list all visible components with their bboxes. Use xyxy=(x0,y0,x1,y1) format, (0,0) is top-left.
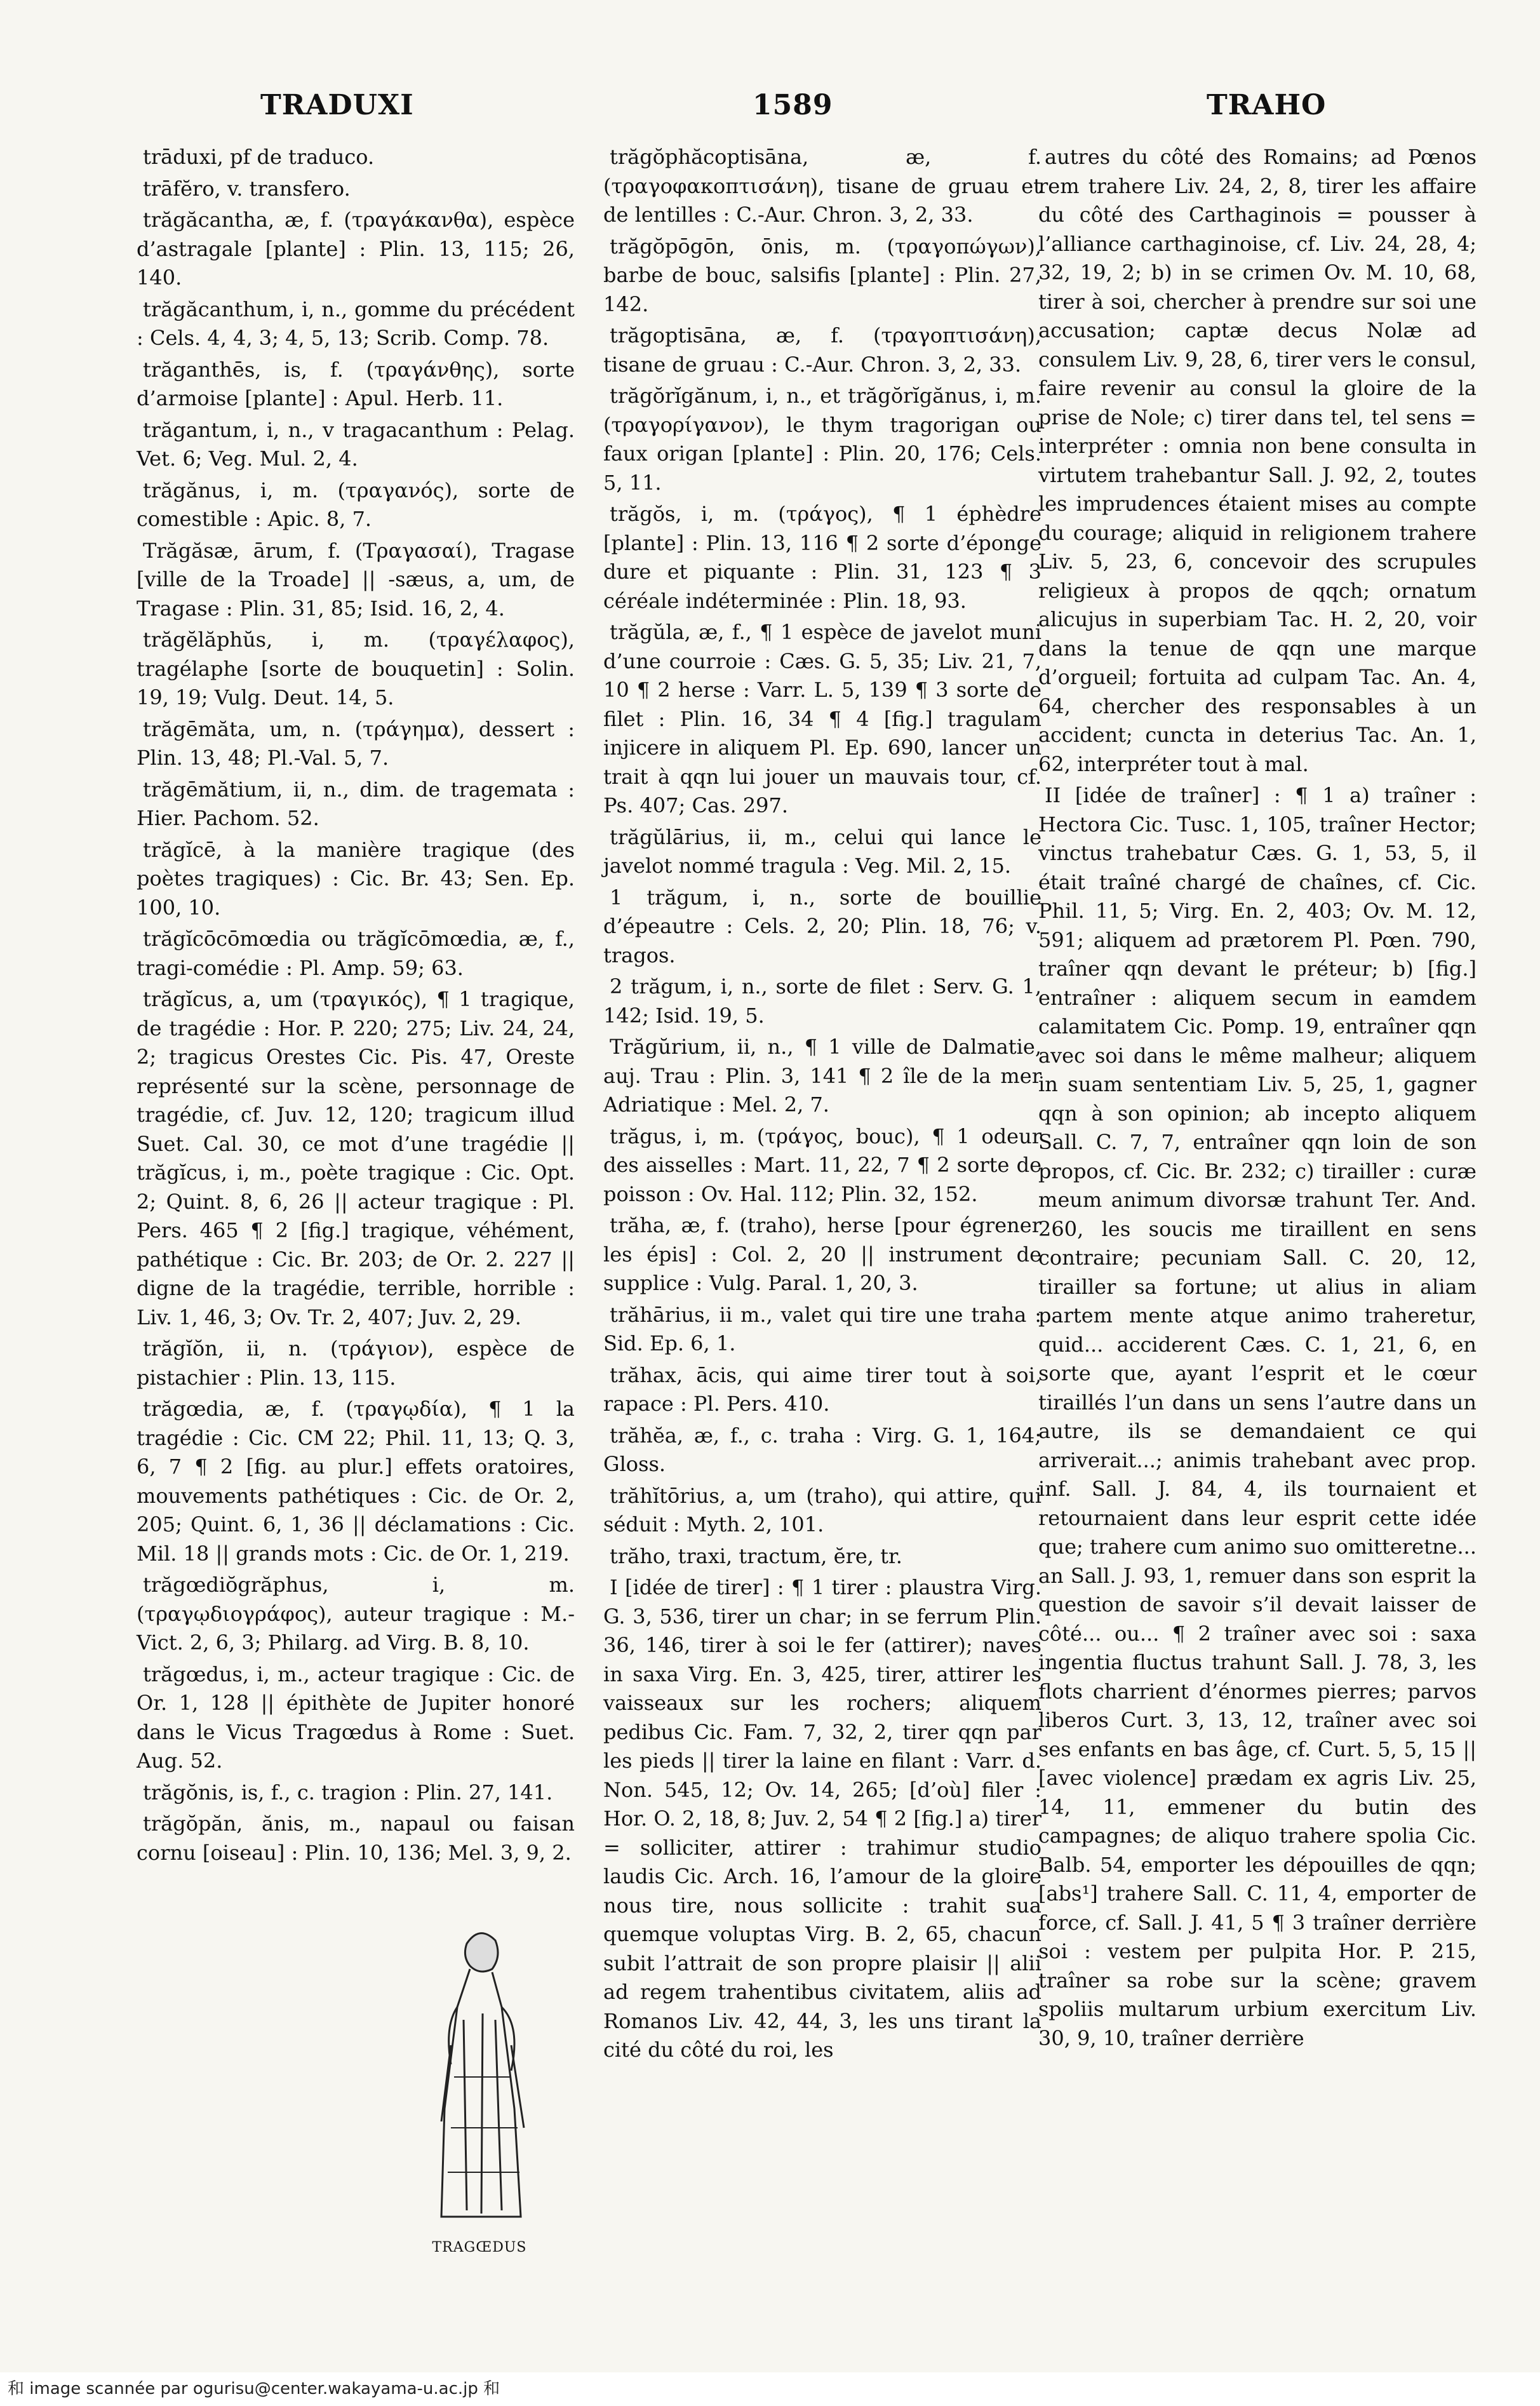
dictionary-entry: trăgŏnis, is, f., c. tragion : Plin. 27, 141. xyxy=(143,1780,553,1805)
dictionary-entry: trăgŏrĭgănum, i, n., et trăgŏrĭgănus, i, m. (τραγορίγανον), le thym tragorigan ou faux origan [plante] : Plin. 20, 176; Cels. 5, 11. xyxy=(603,384,1041,495)
dictionary-entry: autres du côté des Romains; ad Pœnos rem trahere Liv. 24, 2, 8, tirer les affaire du côté des Carthaginois = pousser à l’alliance carthaginoise, cf. Liv. 24, 28, 4; 32, 19, 2; b) in se crimen Ov. M. 10, 68, tirer à soi, chercher à prendre sur soi une accusation; captæ decus Nolæ ad consulem Liv. 9, 28, 6, tirer vers le consul, faire revenir au consul la gloire de la prise de Nole; c) tirer dans tel, tel sens = interpréter : omnia non bene consulta in virtutem trahebantur Sall. J. 92, 2, toutes les imprudences étaient mises au compte du courage; aliquid in religionem trahere Liv. 5, 23, 6, concevoir des scrupules religieux à propos de qqch; ornatum alicujus in superbiam Tac. H. 2, 20, voir dans la tenue de qqn une marque d’orgueil; fortuita ad culpam Tac. An. 4, 64, chercher des responsables à un accident; cuncta in deterius Tac. An. 1, 62, interpréter tout à mal. xyxy=(1038,145,1476,776)
column-right xyxy=(1038,143,1476,2055)
dictionary-entry: trăgĭcōcōmœdia ou trăgĭcōmœdia, æ, f., tragi-comédie : Pl. Amp. 59; 63. xyxy=(137,927,575,980)
dictionary-entry: trăhĕa, æ, f., c. traha : Virg. G. 1, 164; Gloss. xyxy=(603,1423,1041,1476)
dictionary-entry: trăgēmătium, ii, n., dim. de tragemata : Hier. Pachom. 52. xyxy=(137,777,575,830)
guide-word-left: TRADUXI xyxy=(260,89,414,121)
guide-word-right: TRAHO xyxy=(1207,89,1327,121)
dictionary-entry: trăgoptisāna, æ, f. (τραγοπτισάνη), tisane de gruau : C.-Aur. Chron. 3, 2, 33. xyxy=(603,323,1041,377)
dictionary-entry: trăgĭcus, a, um (τραγικός), ¶ 1 tragique, de tragédie : Hor. P. 220; 275; Liv. 24, 24, 2; tragicus Orestes Cic. Pis. 47, Oreste représenté sur la scène, personnage de tragédie, cf. Juv. 12, 120; tragicum illud Suet. Cal. 30, ce mot d’une tragédie || trăgĭcus, i, m., poète tragique : Cic. Opt. 2; Quint. 8, 6, 26 || acteur tragique : Pl. Pers. 465 ¶ 2 [fig.] tragique, véhément, pathétique : Cic. Br. 203; de Or. 2. 227 || digne de la tragédie, terrible, horrible : Liv. 1, 46, 3; Ov. Tr. 2, 407; Juv. 2, 29. xyxy=(137,987,575,1329)
dictionary-entry: II [idée de traîner] : ¶ 1 a) traîner : Hectora Cic. Tusc. 1, 105, traîner Hector; vinctus trahebatur Cæs. G. 1, 53, 5, il était traîné chargé de chaînes, cf. Cic. Phil. 11, 5; Virg. En. 2, 403; Ov. M. 12, 591; aliquem ad prætorem Pl. Pœn. 790, traîner qqn devant le préteur; b) [fig.] entraîner : aliquem secum in eamdem calamitatem Cic. Pomp. 19, entraîner qqn avec soi dans le même malheur; aliquem in suam sententiam Liv. 5, 25, 1, gagner qqn à son opinion; ab incepto aliquem Sall. C. 7, 7, entraîner qqn loin de son propos, cf. Cic. Br. 232; c) tirailler : curæ meum animum divorsæ trahunt Ter. And. 260, les soucis me tiraillent en sens contraire; pecuniam Sall. C. 20, 12, tirailler sa fortune; ut alius in aliam partem mente atque animo traheretur, quid... acciderent Cæs. C. 1, 21, 6, en sorte que, ayant l’esprit et le cœur tiraillés l’un dans un sens l’autre dans un autre, ils se demandaient ce qui arriverait...; animis trahebant avec prop. inf. Sall. J. 84, 4, ils tournaient et retournaient dans leur esprit cette idée que; trahere cum animo suo omitteretne... an Sall. J. 93, 1, remuer dans son esprit la question de savoir s’il devait laisser de côté... ou... ¶ 2 traîner avec soi : saxa ingentia fluctus trahunt Sall. J. 78, 3, les flots charrient d’énormes pierres; parvos liberos Curt. 3, 13, 12, traîner avec soi ses enfants en bas âge, cf. Curt. 5, 5, 15 || [avec violence] prædam ex agris Liv. 25, 14, 11, emmener du butin des campagnes; de aliquo trahere spolia Cic. Balb. 54, emporter les dépouilles de qqn; [abs¹] trahere Sall. C. 11, 4, emporter de force, cf. Sall. J. 41, 5 ¶ 3 traîner derrière soi : vestem per pulpita Hor. P. 215, traîner sa robe sur la scène; gravem spoliis multarum urbium exercitum Liv. 30, 9, 10, traîner derrière xyxy=(1038,783,1476,2050)
dictionary-entry: trăgăcanthum, i, n., gomme du précédent : Cels. 4, 4, 3; 4, 5, 13; Scrib. Comp. 78. xyxy=(137,297,575,350)
dictionary-entry: trăgĭcē, à la manière tragique (des poètes tragiques) : Cic. Br. 43; Sen. Ep. 100, 10. xyxy=(137,837,575,920)
dictionary-entry: trăgŭlārius, ii, m., celui qui lance le javelot nommé tragula : Veg. Mil. 2, 15. xyxy=(603,824,1041,878)
dictionary-entry: 2 trăgum, i, n., sorte de filet : Serv. G. 1, 142; Isid. 19, 5. xyxy=(603,974,1041,1028)
dictionary-entry: 1 trăgum, i, n., sorte de bouillie d’épeautre : Cels. 2, 20; Plin. 18, 76; v. tragos. xyxy=(603,885,1041,967)
dictionary-entry: trăgĕlăphŭs, i, m. (τραγέλαφος), tragélaphe [sorte de bouquetin] : Solin. 19, 19; Vulg. Deut. 14, 5. xyxy=(137,628,575,709)
dictionary-entry: trăhax, ācis, qui aime tirer tout à soi, rapace : Pl. Pers. 410. xyxy=(603,1362,1041,1416)
dictionary-entry: trăgēmăta, um, n. (τράγημα), dessert : Plin. 13, 48; Pl.-Val. 5, 7. xyxy=(137,716,575,770)
tragoedus-illustration xyxy=(406,1918,552,2274)
dictionary-entry: trăha, æ, f. (traho), herse [pour égrener les épis] : Col. 2, 20 || instrument de supplice : Vulg. Paral. 1, 20, 3. xyxy=(603,1213,1041,1295)
dictionary-entry: trăgus, i, m. (τράγος, bouc), ¶ 1 odeur des aisselles : Mart. 11, 22, 7 ¶ 2 sorte de poisson : Ov. Hal. 112; Plin. 32, 152. xyxy=(603,1124,1041,1206)
dictionary-entry: trāduxi, pf de traduco. xyxy=(143,145,375,169)
dictionary-entry: trăhārius, ii m., valet qui tire une traha : Sid. Ep. 6, 1. xyxy=(603,1302,1041,1355)
dictionary-entry: Trăgăsæ, ārum, f. (Τραγασαί), Tragase [ville de la Troade] || -sæus, a, um, de Tragase : Plin. 31, 85; Isid. 16, 2, 4. xyxy=(137,538,575,621)
dictionary-entry: trăho, traxi, tractum, ĕre, tr. xyxy=(610,1543,902,1568)
figure-caption: TRAGŒDUS xyxy=(432,2240,527,2255)
dictionary-entry: trăhĭtōrius, a, um (traho), qui attire, qui séduit : Myth. 2, 101. xyxy=(603,1483,1041,1536)
dictionary-entry: trāfĕro, v. transfero. xyxy=(143,176,351,201)
column-middle xyxy=(603,143,1041,2067)
dictionary-entry: trăgŭla, æ, f., ¶ 1 espèce de javelot muni d’une courroie : Cæs. G. 5, 35; Liv. 21, 7, 10 ¶ 2 herse : Varr. L. 5, 139 ¶ 3 sorte de filet : Plin. 16, 34 ¶ 4 [fig.] tragulam injicere in aliquem Pl. Ep. 690, lancer un trait à qqn lui jouer un mauvais tour, cf. Ps. 407; Cas. 297. xyxy=(603,620,1041,817)
dictionary-entry: trăgantum, i, n., v tragacanthum : Pelag. Vet. 6; Veg. Mul. 2, 4. xyxy=(137,417,575,471)
dictionary-entry: trăgŏphăcoptisāna, æ, f. (τραγοφακοπτισάνη), tisane de gruau et de lentilles : C.-Aur. Chron. 3, 2, 33. xyxy=(603,145,1041,227)
page-number: 1589 xyxy=(753,89,833,121)
column-left xyxy=(137,143,575,1870)
dictionary-entry: trăgŏpōgōn, ōnis, m. (τραγοπώγων), barbe de bouc, salsifis [plante] : Plin. 27, 142. xyxy=(603,234,1041,316)
dictionary-entry: trăgŏs, i, m. (τράγος), ¶ 1 éphèdre [plante] : Plin. 13, 116 ¶ 2 sorte d’éponge dure et piquante : Plin. 31, 123 ¶ 3 céréale indéterminée : Plin. 18, 93. xyxy=(603,502,1041,613)
dictionary-entry: trăgăcantha, æ, f. (τραγάκανθα), espèce d’astragale [plante] : Plin. 13, 115; 26, 140. xyxy=(137,208,575,290)
dictionary-entry: trăganthēs, is, f. (τραγάνθης), sorte d’armoise [plante] : Apul. Herb. 11. xyxy=(137,357,575,410)
dictionary-entry: trăgœdia, æ, f. (τραγῳδία), ¶ 1 la tragédie : Cic. CM 22; Phil. 11, 13; Q. 3, 6, 7 ¶ 2 [fig. au plur.] effets oratoires, mouvements pathétiques : Cic. de Or. 2, 205; Quint. 6, 1, 36 || déclamations : Cic. Mil. 18 || grands mots : Cic. de Or. 1, 219. xyxy=(137,1397,575,1566)
dictionary-entry: Trăgŭrium, ii, n., ¶ 1 ville de Dalmatie, auj. Trau : Plin. 3, 141 ¶ 2 île de la mer Adriatique : Mel. 2, 7. xyxy=(603,1035,1041,1117)
dictionary-entry: trăgœdiŏgrăphus, i, m. (τραγῳδιογράφος), auteur tragique : M.-Vict. 2, 6, 3; Philarg. ad Virg. B. 8, 10. xyxy=(137,1573,575,1655)
tragic-actor-figure-icon xyxy=(406,1918,552,2236)
scan-credit-footer: 和 image scannée par ogurisu@center.wakayama-u.ac.jp 和 xyxy=(0,2372,1540,2406)
dictionary-entry: trăgŏpăn, ănis, m., napaul ou faisan cornu [oiseau] : Plin. 10, 136; Mel. 3, 9, 2. xyxy=(137,1811,575,1865)
dictionary-entry: I [idée de tirer] : ¶ 1 tirer : plaustra Virg. G. 3, 536, tirer un char; in se ferrum Plin. 36, 146, tirer à soi le fer (attirer); naves in saxa Virg. En. 3, 425, tirer, attirer les vaisseaux sur les rochers; aliquem pedibus Cic. Fam. 7, 32, 2, tirer qqn par les pieds || tirer la laine en filant : Varr. d. Non. 545, 12; Ov. 14, 265; [d’où] filer : Hor. O. 2, 18, 8; Juv. 2, 54 ¶ 2 [fig.] a) tirer = solliciter, attirer : trahimur studio laudis Cic. Arch. 16, l’amour de la gloire nous tire, nous sollicite : trahit sua quemque voluptas Virg. B. 2, 65, chacun subit l’attrait de son propre plaisir || alii ad regem trahentibus civitatem, aliis ad Romanos Liv. 42, 44, 3, les uns tirant la cité du côté du roi, les xyxy=(603,1575,1041,2062)
dictionary-entry: trăgœdus, i, m., acteur tragique : Cic. de Or. 1, 128 || épithète de Jupiter honoré dans le Vicus Tragœdus à Rome : Suet. Aug. 52. xyxy=(137,1662,575,1773)
dictionary-entry: trăgănus, i, m. (τραγανός), sorte de comestible : Apic. 8, 7. xyxy=(137,478,575,531)
dictionary-entry: trăgĭŏn, ii, n. (τράγιον), espèce de pistachier : Plin. 13, 115. xyxy=(137,1336,575,1390)
